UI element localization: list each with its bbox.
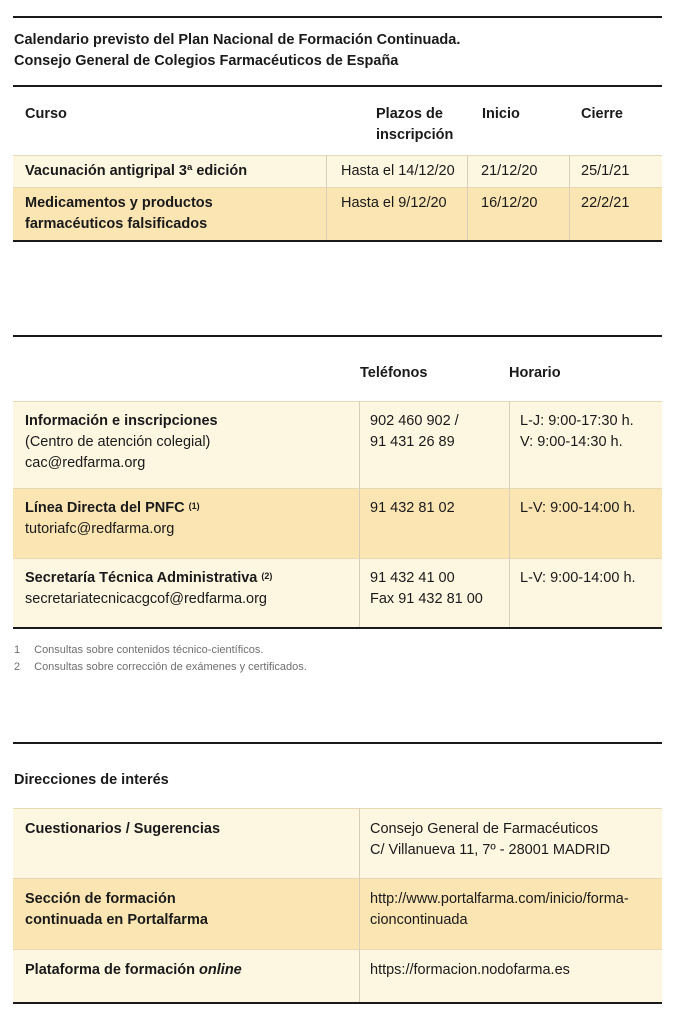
contact-phones: 91 432 81 02 [370,500,455,516]
addresses-bottom-rule [13,1002,662,1004]
address-label: Cuestionarios / Sugerencias [25,821,221,837]
col-header-deadline: Plazos de inscripción [376,106,454,143]
contact-title: Línea Directa del PNFC $^{(1)}$ [25,500,200,516]
course-deadline: Hasta el 9/12/20 [341,195,447,211]
footnote-ref: (1) [188,501,200,511]
contact-email: cac@redfarma.org [25,455,146,471]
contact-title: Información e inscripciones [25,413,218,429]
contact-info: Información e inscripciones (Centro de atención colegial) cac@redfarma.org [25,411,218,474]
addresses-title: Direcciones de interés [14,772,169,788]
address-link[interactable]: https://formacion.nodofarma.es [370,962,570,978]
table-bottom-rule [13,240,662,242]
table-top-rule [13,85,662,87]
address-link[interactable]: http://www.portalfarma.com/inicio/forma- cioncontinuada [370,891,629,928]
contacts-top-rule [13,335,662,337]
contact-hours: L-V: 9:00-14:00 h. [520,570,636,586]
contact-email: secretariatecnicacgcof@redfarma.org [25,591,267,607]
contact-hours: L-J: 9:00-17:30 h. V: 9:00-14:30 h. [520,413,634,450]
course-deadline: Hasta el 14/12/20 [341,163,455,179]
footnote: 1 Consultas sobre contenidos técnico-científicos. [14,644,264,656]
course-start: 16/12/20 [481,195,538,211]
address-value: Consejo General de Farmacéuticos C/ Villanueva 11, 7º - 28001 MADRID [370,821,611,858]
contact-info [25,568,272,610]
contacts-bottom-rule [13,627,662,629]
course-name: Medicamentos y productos farmacéuticos falsificados [25,195,213,232]
footnote: 2 Consultas sobre corrección de exámenes y certificados. [14,661,307,673]
contact-phones: 902 460 902 / 91 431 26 89 [370,413,459,450]
contact-info [25,498,200,540]
address-label: Plataforma de formación online [25,962,242,978]
col-header-phones: Teléfonos [360,365,428,381]
col-header-course: Curso [25,106,67,122]
course-end: 22/2/21 [581,195,630,211]
course-name: Vacunación antigripal 3ª edición [25,163,248,179]
course-start: 21/12/20 [481,163,538,179]
contact-phones: 91 432 41 00 Fax 91 432 81 00 [370,570,483,607]
col-header-start: Inicio [482,106,520,122]
top-rule [13,16,662,18]
course-end: 25/1/21 [581,163,630,179]
address-label: Sección de formación continuada en Portalfarma [25,891,208,928]
addresses-top-rule [13,742,662,744]
col-header-end: Cierre [581,106,623,122]
footnote-ref: (2) [261,571,273,581]
col-header-hours: Horario [509,365,561,381]
contact-hours: L-V: 9:00-14:00 h. [520,500,636,516]
page-title: Calendario previsto del Plan Nacional de Formación Continuada. Consejo General de Colegios Farmacéuticos de España [14,32,461,69]
contact-email: tutoriafc@redfarma.org [25,521,175,537]
contact-title: Secretaría Técnica Administrativa $^{(2)}$ [25,570,273,586]
